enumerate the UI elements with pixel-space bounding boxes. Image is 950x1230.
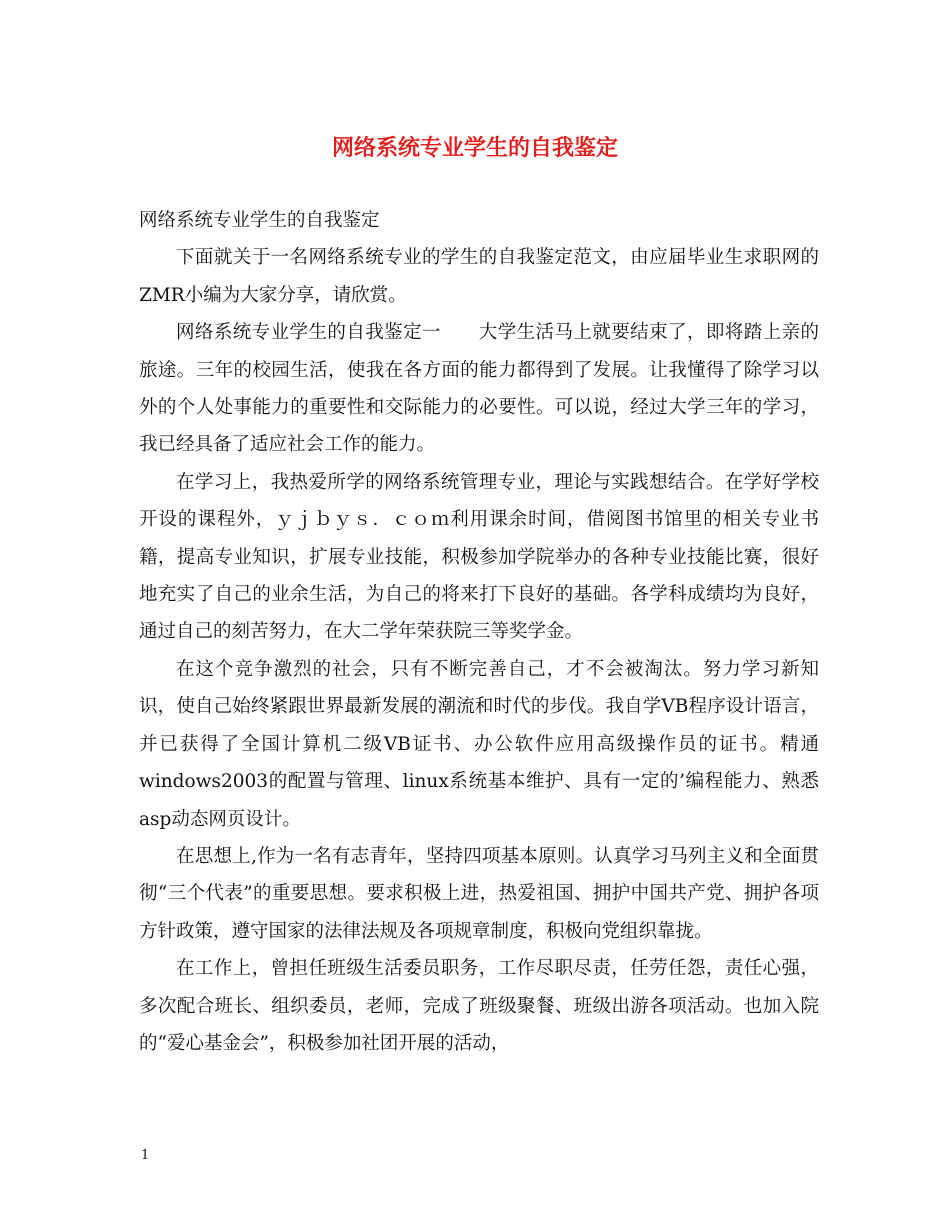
paragraph-intro: 下面就关于一名网络系统专业的学生的自我鉴定范文，由应届毕业生求职网的ZMR小编为大家分享，请欣赏。	[139, 247, 819, 306]
page-number: 1	[141, 1148, 150, 1163]
paragraph-ideology: 在思想上,作为一名有志青年，坚持四项基本原则。认真学习马列主义和全面贯彻“三个代表”的重要思想。要求积极上进，热爱祖国、拥护中国共产党、拥护各项方针政策，遵守国家的法律法规及各项规章制度，积极向党组织靠拢。	[139, 845, 819, 942]
document-heading: 网络系统专业学生的自我鉴定	[139, 210, 380, 231]
paragraph-study: 在学习上，我热爱所学的网络系统管理专业，理论与实践想结合。在学好学校开设的课程外，ｙｊｂｙｓ．ｃｏｍ利用课余时间，借阅图书馆里的相关专业书籍，提高专业知识，扩展专业技能，积极参加学院举办的各种专业技能比赛，很好地充实了自己的业余生活，为自己的将来打下良好的基础。各学科成绩均为良好，通过自己的刻苦努力，在大二学年荣获院三等奖学金。	[139, 471, 819, 643]
document-title: 网络系统专业学生的自我鉴定	[331, 135, 618, 161]
document-body	[139, 202, 819, 1062]
paragraph-work: 在工作上，曾担任班级生活委员职务，工作尽职尽责，任劳任怨，责任心强，多次配合班长、组织委员，老师，完成了班级聚餐、班级出游各项活动。也加入院的“爱心基金会”，积极参加社团开展的活动，	[139, 958, 819, 1054]
paragraph-self-learning: 在这个竞争激烈的社会，只有不断完善自己，才不会被淘汰。努力学习新知识，使自己始终紧跟世界最新发展的潮流和时代的步伐。我自学VB程序设计语言，并已获得了全国计算机二级VB证书、办公软件应用高级操作员的证书。精通windows2003的配置与管理、linux系统基本维护、具有一定的’编程能力、熟悉asp动态网页设计。	[139, 658, 819, 830]
paragraph-summary: 网络系统专业学生的自我鉴定一 大学生活马上就要结束了，即将踏上亲的旅途。三年的校园生活，使我在各方面的能力都得到了发展。让我懂得了除学习以外的个人处事能力的重要性和交际能力的必要性。可以说，经过大学三年的学习，我已经具备了适应社会工作的能力。	[139, 322, 819, 456]
